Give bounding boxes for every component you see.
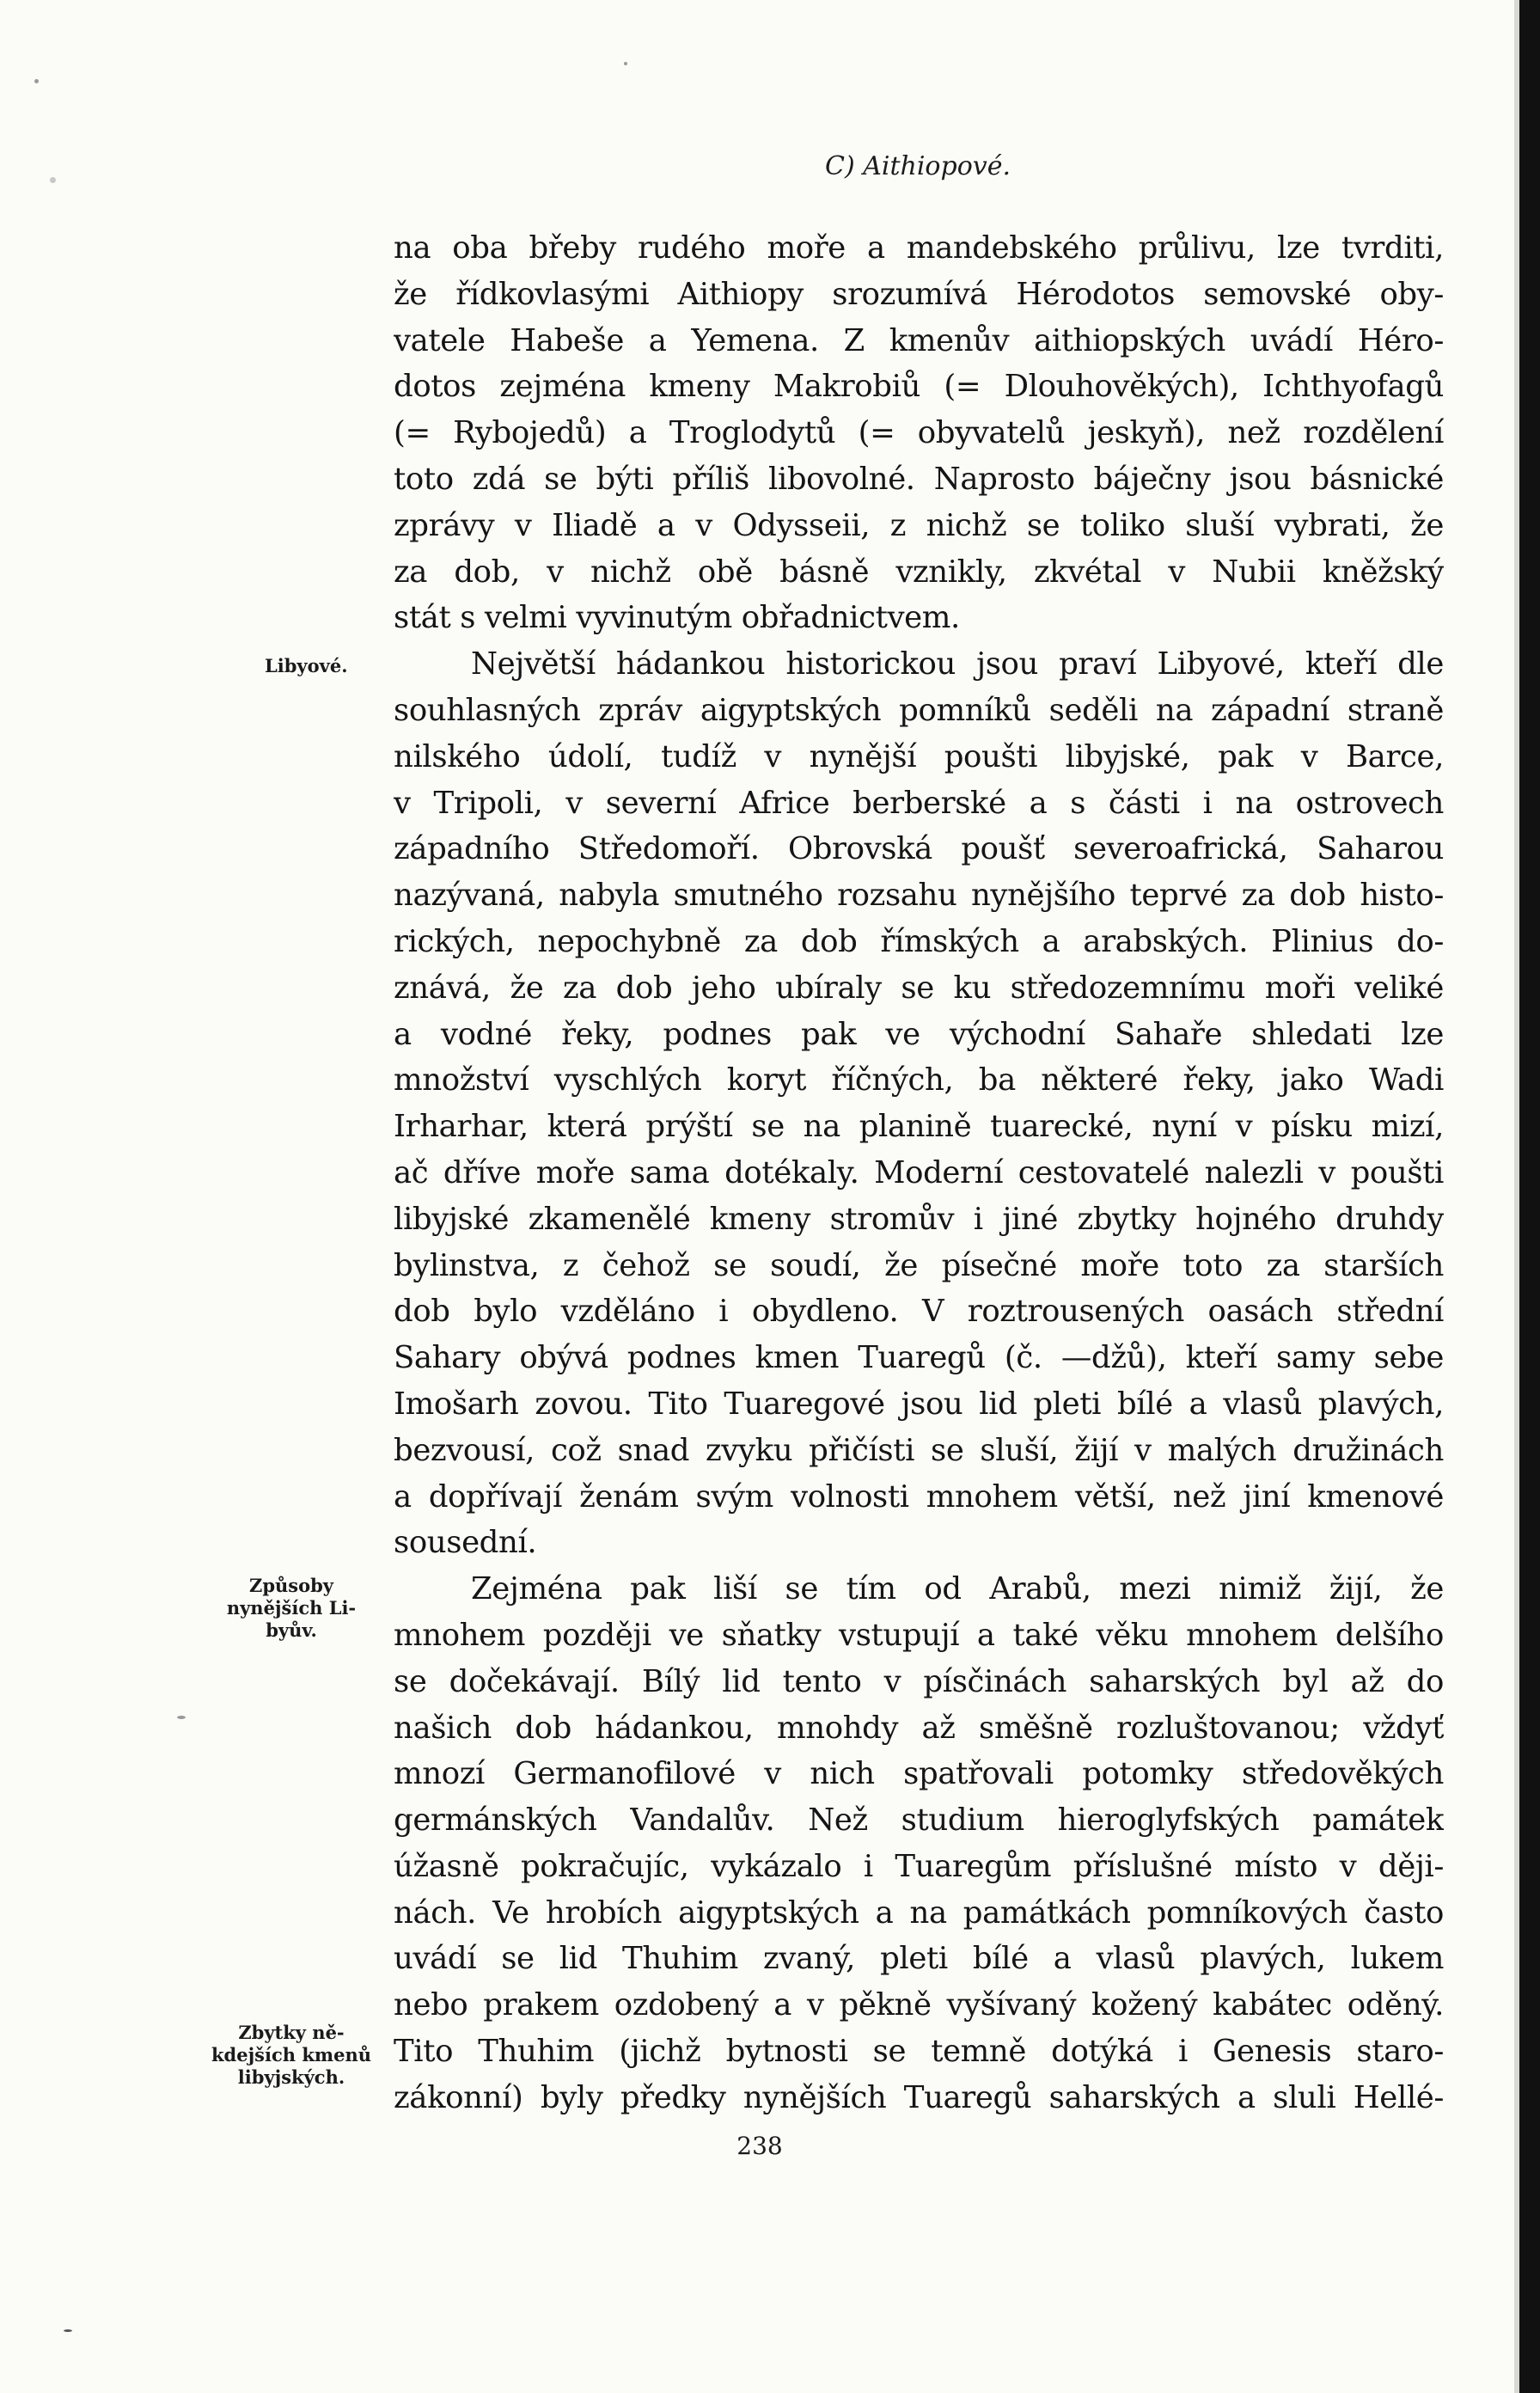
text-line: Největší hádankou historickou jsou praví Libyové, kteří dle xyxy=(471,646,1444,682)
text-line: v Tripoli, v severní Africe berberské a s části i na ostrovech xyxy=(394,785,1444,821)
text-line: bylinstva, z čehož se soudí, že písečné moře toto za starších xyxy=(394,1247,1444,1283)
margin-note-line: Zbytky ně- xyxy=(238,2022,345,2043)
text-line: mnozí Germanofilové v nich spatřovali potomky středověkých xyxy=(394,1756,1444,1792)
text-line: stát s velmi vyvinutým obřadnictvem. xyxy=(394,600,960,636)
text-line: nilského údolí, tudíž v nynější poušti libyjské, pak v Barce, xyxy=(394,738,1444,774)
scan-border xyxy=(1519,0,1540,2393)
text-line: a dopřívají ženám svým volnosti mnohem větší, než jiní kmenové xyxy=(394,1478,1444,1515)
scan-speck xyxy=(34,79,39,83)
margin-note-line: Libyové. xyxy=(265,655,348,676)
text-line: na oba břeby rudého moře a mandebského průlivu, lze tvrditi, xyxy=(394,230,1444,266)
text-line: nazývaná, nabyla smutného rozsahu nynějšího teprvé za dob histo- xyxy=(394,878,1444,914)
scan-speck xyxy=(624,62,627,65)
text-line: libyjské zkamenělé kmeny stromův i jiné zbytky hojného druhdy xyxy=(394,1201,1444,1237)
scan-speck xyxy=(50,177,56,183)
text-line: toto zdá se býti příliš libovolné. Naprosto báječny jsou básnické xyxy=(394,461,1444,497)
scan-speck xyxy=(177,1716,186,1719)
page-number: 238 xyxy=(736,2132,783,2160)
text-line: (= Rybojedů) a Troglodytů (= obyvatelů jeskyň), než rozdělení xyxy=(394,415,1444,451)
text-line: ač dříve moře sama dotékaly. Moderní cestovatelé nalezli v poušti xyxy=(394,1154,1444,1190)
text-line: zákonní) byly předky nynějších Tuaregů saharských a sluli Hellé- xyxy=(394,2079,1444,2115)
text-line: mnohem později ve sňatky vstupují a také věku mnohem delšího xyxy=(394,1617,1444,1653)
text-line: úžasně pokračujíc, vykázalo i Tuaregům příslušné místo v ději- xyxy=(394,1848,1444,1884)
text-line: sousední. xyxy=(394,1525,537,1561)
text-line: uvádí se lid Thuhim zvaný, pleti bílé a vlasů plavých, lukem xyxy=(394,1941,1444,1977)
text-line: a vodné řeky, podnes pak ve východní Sahaře shledati lze xyxy=(394,1016,1444,1052)
text-line: za dob, v nichž obě básně vznikly, zkvétal v Nubii kněžský xyxy=(394,554,1444,590)
text-line: germánských Vandalův. Než studium hieroglyfských památek xyxy=(394,1802,1444,1839)
margin-note-line: byův. xyxy=(266,1619,317,1641)
text-line: západního Středomoří. Obrovská poušť severoafrická, Saharou xyxy=(394,831,1444,867)
text-line: souhlasných zpráv aigyptských pomníků seděli na západní straně xyxy=(394,692,1444,728)
text-line: Imošarh zovou. Tito Tuaregové jsou lid pleti bílé a vlasů plavých, xyxy=(394,1386,1444,1422)
text-line: Sahary obývá podnes kmen Tuaregů (č. —džů), kteří samy sebe xyxy=(394,1340,1444,1376)
text-line: bezvousí, což snad zvyku přičísti se sluší, žijí v malých družinách xyxy=(394,1432,1444,1468)
text-line: dob bylo vzděláno i obydleno. V roztrousených oasách střední xyxy=(394,1294,1444,1330)
text-line: se dočekávají. Bílý lid tento v písčinách saharských byl až do xyxy=(394,1663,1444,1699)
text-line: znává, že za dob jeho ubíraly se ku středozemnímu moři veliké xyxy=(394,970,1444,1006)
text-line: našich dob hádankou, mnohdy až směšně rozluštovanou; vždyť xyxy=(394,1710,1444,1746)
text-line: Tito Thuhim (jichž bytnosti se temně dotýká i Genesis staro- xyxy=(394,2034,1444,2070)
margin-note-line: libyjských. xyxy=(237,2066,345,2088)
text-line: nách. Ve hrobích aigyptských a na památkách pomníkových často xyxy=(394,1894,1444,1931)
text-line: zprávy v Iliadě a v Odysseii, z nichž se toliko sluší vybrati, že xyxy=(394,507,1444,543)
text-line: nebo prakem ozdobený a v pěkně vyšívaný kožený kabátec oděný. xyxy=(394,1987,1444,2023)
body-text xyxy=(394,225,1444,2121)
margin-note-line: Způsoby xyxy=(249,1575,333,1596)
margin-note-zbytky xyxy=(194,2022,388,2089)
margin-note-line: nynějších Li- xyxy=(226,1597,357,1619)
text-line: Zejména pak liší se tím od Arabů, mezi nimiž žijí, že xyxy=(471,1571,1444,1607)
margin-note-libyove xyxy=(265,655,402,677)
margin-note-line: kdejších kmenů xyxy=(211,2044,372,2066)
text-line: dotos zejména kmeny Makrobiů (= Dlouhověkých), Ichthyofagů xyxy=(394,369,1444,405)
text-line: že řídkovlasými Aithiopy srozumívá Hérodotos semovské oby- xyxy=(394,276,1444,312)
text-line: množství vyschlých koryt říčných, ba některé řeky, jako Wadi xyxy=(394,1062,1444,1099)
text-line: rických, nepochybně za dob římských a arabských. Plinius do- xyxy=(394,923,1444,959)
scan-speck xyxy=(64,2329,72,2332)
margin-note-zpusoby xyxy=(194,1575,388,1642)
text-line: Irharhar, která prýští se na planině tuarecké, nyní v písku mizí, xyxy=(394,1109,1444,1145)
text-line: vatele Habeše a Yemena. Z kmenův aithiopských uvádí Héro- xyxy=(394,322,1444,358)
running-header: C) Aithiopové. xyxy=(825,151,1011,181)
